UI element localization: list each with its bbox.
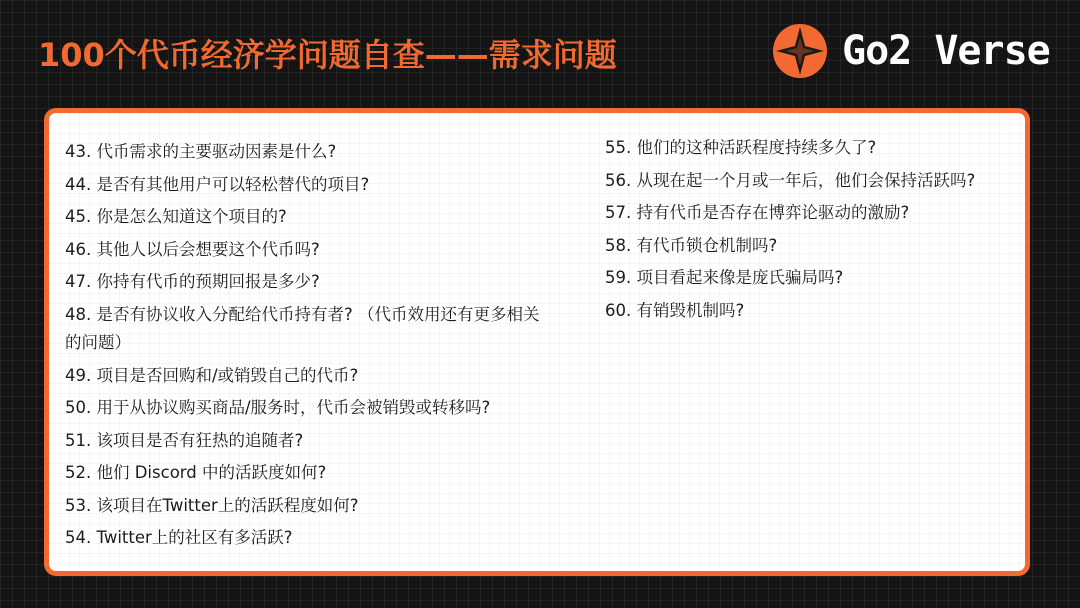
brand-name: Go2 Verse bbox=[842, 28, 1050, 74]
question-item: 52. 他们 Discord 中的活跃度如何? bbox=[65, 463, 327, 482]
compass-star-icon bbox=[772, 23, 828, 79]
question-item: 59. 项目看起来像是庞氏骗局吗? bbox=[605, 268, 844, 287]
questions-left-column bbox=[65, 136, 555, 555]
question-item: 56. 从现在起一个月或一年后，他们会保持活跃吗? bbox=[605, 170, 976, 190]
brand-logo bbox=[772, 22, 1050, 80]
question-item: 44. 是否有其他用户可以轻松替代的项目? bbox=[65, 174, 370, 194]
question-item: 60. 有销毁机制吗? bbox=[605, 300, 745, 320]
question-item: 50. 用于从协议购买商品/服务时，代币会被销毁或转移吗? bbox=[65, 398, 491, 417]
question-item: 45. 你是怎么知道这个项目的? bbox=[65, 207, 287, 226]
questions-right-column bbox=[605, 132, 1025, 327]
question-item: 51. 该项目是否有狂热的追随者? bbox=[65, 430, 304, 450]
question-item: 43. 代币需求的主要驱动因素是什么? bbox=[65, 142, 337, 161]
question-item: 54. Twitter上的社区有多活跃? bbox=[65, 528, 293, 547]
page-title: 100个代币经济学问题自查——需求问题 bbox=[38, 36, 617, 74]
questions-card bbox=[44, 108, 1030, 576]
question-item: 46. 其他人以后会想要这个代币吗? bbox=[65, 239, 320, 259]
question-item: 58. 有代币锁仓机制吗? bbox=[605, 235, 778, 255]
question-item: 47. 你持有代币的预期回报是多少? bbox=[65, 272, 320, 291]
question-item: 57. 持有代币是否存在博弈论驱动的激励? bbox=[605, 203, 910, 222]
question-item: 53. 该项目在Twitter上的活跃程度如何? bbox=[65, 495, 359, 515]
question-item: 48. 是否有协议收入分配给代币持有者? （代币效用还有更多相关的问题） bbox=[65, 304, 540, 352]
question-item: 49. 项目是否回购和/或销毁自己的代币? bbox=[65, 365, 359, 385]
question-item: 55. 他们的这种活跃程度持续多久了? bbox=[605, 138, 877, 157]
